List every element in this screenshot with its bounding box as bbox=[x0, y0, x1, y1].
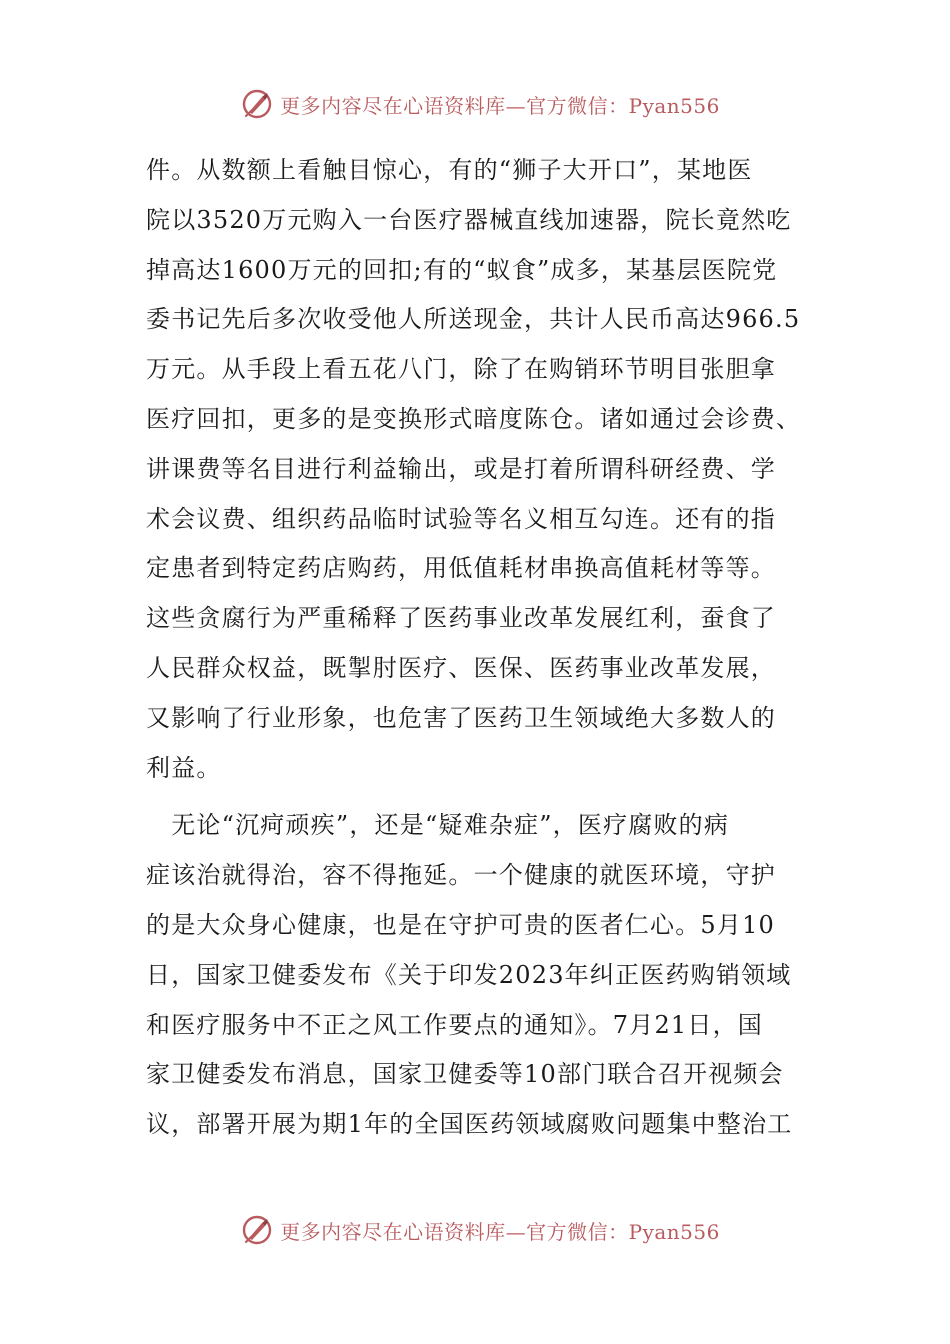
quill-logo-icon bbox=[240, 87, 274, 121]
text-line: 的是大众身心健康，也是在守护可贵的医者仁心。5月10 bbox=[146, 910, 776, 939]
text-line: 院以3520万元购入一台医疗器械直线加速器，院长竟然吃 bbox=[146, 205, 792, 234]
paragraph-gap bbox=[146, 793, 806, 801]
footer-banner-text: 更多内容尽在心语资料库—官方微信：Pyan556 bbox=[280, 1219, 720, 1244]
text-line: 又影响了行业形象，也危害了医药卫生领域绝大多数人的 bbox=[146, 703, 776, 732]
text-line: 掉高达1600万元的回扣;有的“蚁食”成多，某基层医院党 bbox=[146, 255, 778, 284]
header-banner bbox=[0, 84, 950, 124]
text-line: 无论“沉疴顽疾”，还是“疑难杂症”，医疗腐败的病 bbox=[146, 811, 730, 840]
text-line: 家卫健委发布消息，国家卫健委等10部门联合召开视频会 bbox=[146, 1060, 784, 1089]
paragraph-1 bbox=[146, 146, 806, 793]
footer-banner bbox=[0, 1210, 950, 1250]
header-banner-inner bbox=[230, 87, 720, 121]
text-line: 术会议费、组织药品临时试验等名义相互勾连。还有的指 bbox=[146, 504, 776, 533]
text-line: 日，国家卫健委发布《关于印发2023年纠正医药购销领域 bbox=[146, 960, 792, 989]
text-line: 件。从数额上看触目惊心，有的“狮子大开口”，某地医 bbox=[146, 156, 753, 184]
footer-banner-inner bbox=[230, 1213, 720, 1247]
header-banner-text: 更多内容尽在心语资料库—官方微信：Pyan556 bbox=[280, 93, 720, 118]
text-line: 人民群众权益，既掣肘医疗、医保、医药事业改革发展， bbox=[146, 653, 776, 682]
text-line: 讲课费等名目进行利益输出，或是打着所谓科研经费、学 bbox=[146, 454, 776, 483]
text-line: 万元。从手段上看五花八门，除了在购销环节明目张胆拿 bbox=[146, 355, 776, 384]
text-line: 这些贪腐行为严重稀释了医药事业改革发展红利，蚕食了 bbox=[146, 604, 776, 633]
text-line: 症该治就得治，容不得拖延。一个健康的就医环境，守护 bbox=[146, 861, 776, 890]
paragraph-2 bbox=[146, 801, 806, 1150]
document-body bbox=[146, 146, 806, 1150]
text-line: 议，部署开展为期1年的全国医药领域腐败问题集中整治工 bbox=[146, 1110, 793, 1139]
text-line: 和医疗服务中不正之风工作要点的通知》。7月21日，国 bbox=[146, 1010, 764, 1039]
text-line: 定患者到特定药店购药，用低值耗材串换高值耗材等等。 bbox=[146, 554, 776, 583]
text-line: 医疗回扣，更多的是变换形式暗度陈仓。诸如通过会诊费、 bbox=[146, 404, 802, 433]
text-line: 委书记先后多次收受他人所送现金，共计人民币高达966.5 bbox=[146, 305, 801, 334]
quill-logo-icon bbox=[240, 1213, 274, 1247]
text-line: 利益。 bbox=[146, 753, 222, 782]
